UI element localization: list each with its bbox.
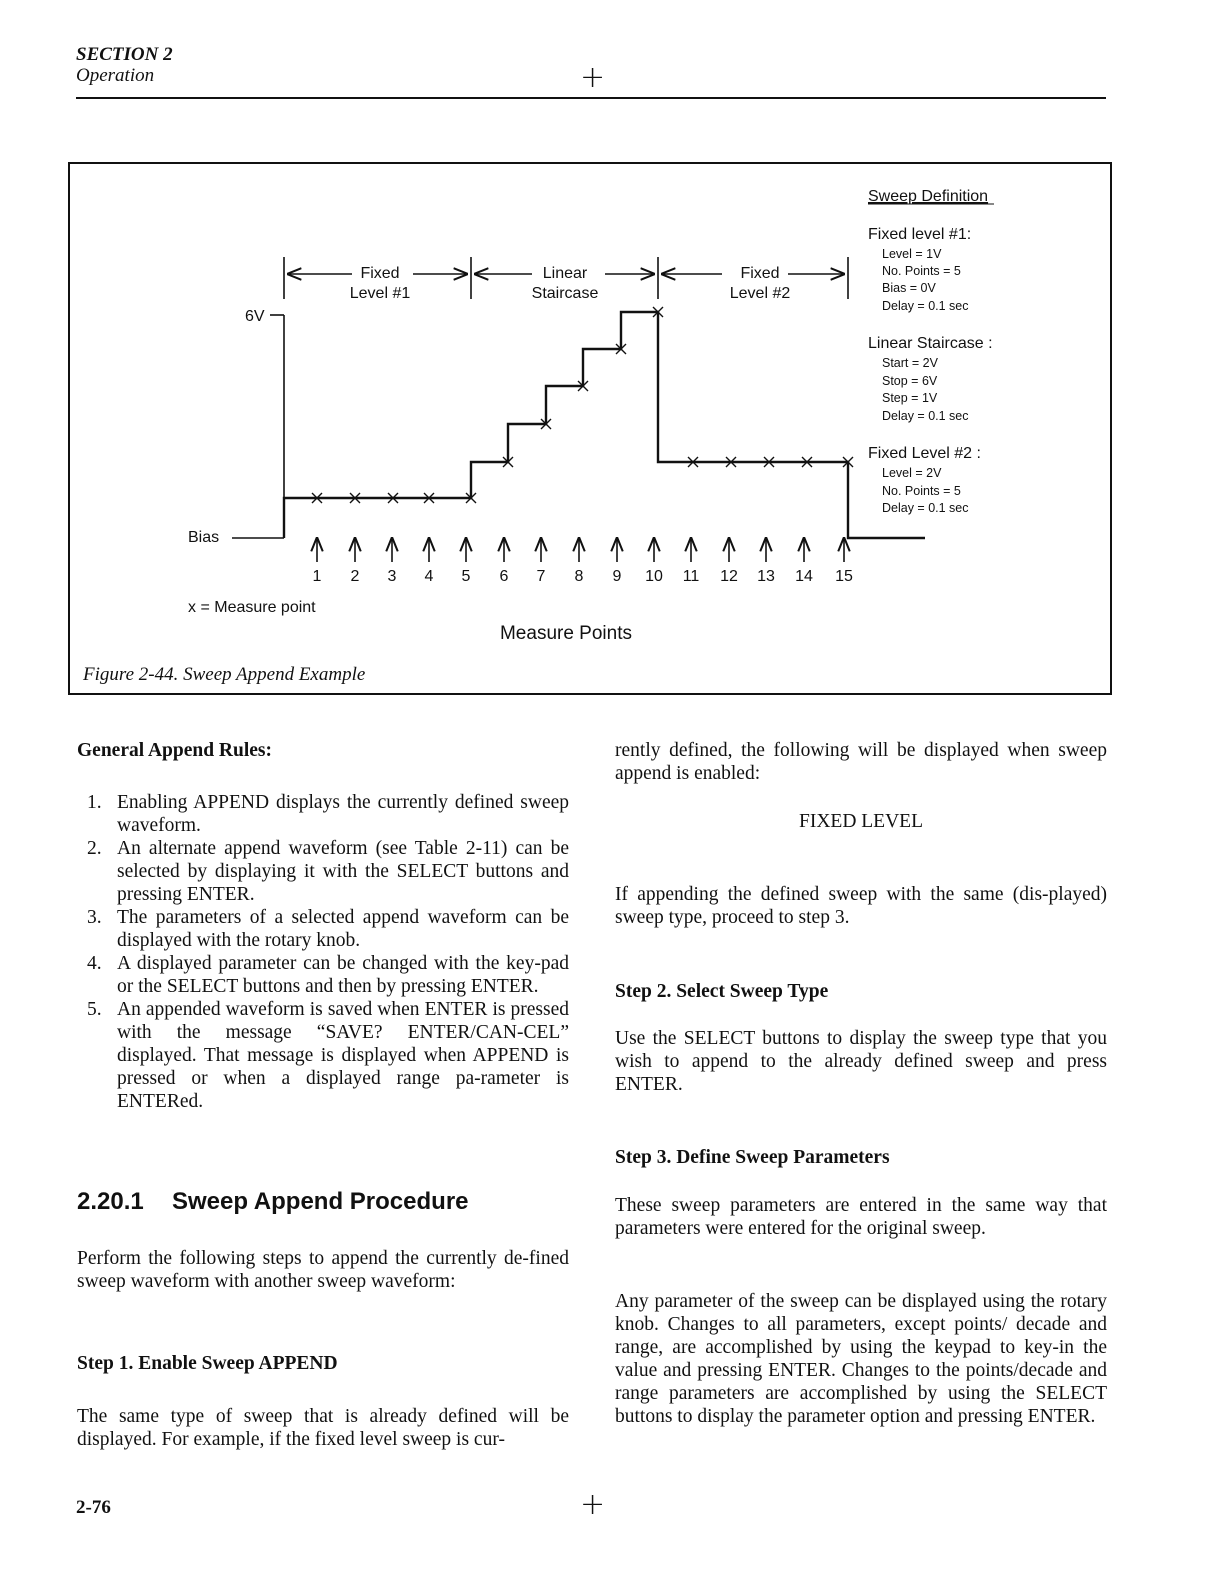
- level-6v-label: 6V: [245, 308, 265, 325]
- list-item: [77, 952, 569, 998]
- append-rules-list: [77, 791, 569, 1113]
- fixed1-def-title: Fixed level #1:: [868, 226, 972, 243]
- section-number: 2.20.1: [77, 1188, 144, 1215]
- linear-def-line: Start = 2V: [882, 356, 938, 370]
- legend-measure-point: x = Measure point: [188, 599, 316, 616]
- page-number: 2-76: [76, 1497, 111, 1518]
- fixed2-label-line1: Fixed: [740, 265, 780, 282]
- list-item: [77, 791, 569, 837]
- rule-text: A displayed parameter can be changed with the key-pad or the SELECT buttons and then by pressing ENTER.: [117, 953, 569, 997]
- list-item: [77, 837, 569, 906]
- fixed2-def-line: Delay = 0.1 sec: [882, 501, 969, 515]
- linear-def-line: Stop = 6V: [882, 374, 938, 388]
- fixed1-def-line: No. Points = 5: [882, 264, 961, 278]
- section-label: SECTION 2: [76, 44, 173, 65]
- step2-heading: Step 2. Select Sweep Type: [615, 981, 829, 1002]
- point-number: 11: [682, 568, 700, 585]
- rule-number: 3.: [87, 907, 102, 928]
- rules-heading: General Append Rules:: [77, 740, 273, 761]
- continued-text: rently defined, the following will be displayed when sweep append is enabled:: [615, 740, 1107, 784]
- linear-def-line: Step = 1V: [882, 391, 938, 405]
- point-number: 6: [499, 568, 509, 585]
- rule-text: An alternate append waveform (see Table 2-11) can be selected by displaying it with the SELECT buttons and pressing ENTER.: [117, 838, 569, 905]
- list-item: [77, 906, 569, 952]
- sweep-definition-panel: [868, 188, 994, 515]
- point-number: 12: [720, 568, 738, 585]
- linear-def-title: Linear Staircase :: [868, 335, 993, 352]
- linear-label-line2: Staircase: [531, 285, 599, 302]
- point-number: 8: [574, 568, 584, 585]
- registration-mark-bottom: +: [580, 1487, 606, 1522]
- rule-text: Enabling APPEND displays the currently defined sweep waveform.: [117, 792, 569, 836]
- point-number: 10: [645, 568, 663, 585]
- point-number: 2: [350, 568, 360, 585]
- rule-number: 4.: [87, 953, 102, 974]
- measure-marks: [312, 307, 853, 503]
- parameter-change-text: Any parameter of the sweep can be displayed using the rotary knob. Changes to all parameters, except points/ decade and range, are accomplished by using the keypad to key-in the value and pressing ENTER. Changes to the points/decade and range parameters are accomplished by using the SELECT buttons to display the parameter option and pressing ENTER.: [615, 1291, 1107, 1427]
- bias-label: Bias: [188, 529, 220, 546]
- linear-def-line: Delay = 0.1 sec: [882, 409, 969, 423]
- section-subtitle: Operation: [76, 65, 155, 86]
- fixed1-def-line: Bias = 0V: [882, 281, 936, 295]
- fixed2-label-line2: Level #2: [729, 285, 791, 302]
- fixed1-label-line2: Level #1: [349, 285, 411, 302]
- fixed2-def-line: Level = 2V: [882, 466, 942, 480]
- rule-number: 1.: [87, 792, 102, 813]
- point-number: 3: [387, 568, 397, 585]
- same-type-text: If appending the defined sweep with the same (dis-played) sweep type, proceed to step 3.: [615, 884, 1107, 928]
- fixed1-def-line: Delay = 0.1 sec: [882, 299, 969, 313]
- sweep-append-diagram: [68, 162, 1112, 695]
- step1-text: The same type of sweep that is already defined will be displayed. For example, if the fixed level sweep is cur-: [77, 1406, 569, 1450]
- step3-heading: Step 3. Define Sweep Parameters: [615, 1147, 890, 1168]
- procedure-intro: Perform the following steps to append the currently de-fined sweep waveform with another sweep waveform:: [77, 1248, 569, 1292]
- sweep-definition-title: Sweep Definition: [868, 188, 989, 205]
- step1-heading: Step 1. Enable Sweep APPEND: [77, 1353, 338, 1374]
- point-number: 4: [424, 568, 434, 585]
- section-title: Sweep Append Procedure: [172, 1188, 469, 1215]
- rule-number: 5.: [87, 999, 102, 1020]
- header-rule: [76, 97, 1106, 99]
- step3-text: These sweep parameters are entered in the same way that parameters were entered for the original sweep.: [615, 1195, 1107, 1239]
- sweep-waveform: [284, 312, 925, 538]
- fixed1-label-line1: Fixed: [360, 265, 400, 282]
- point-number: 7: [536, 568, 546, 585]
- measure-point-arrows: [317, 537, 844, 562]
- fixed1-def-line: Level = 1V: [882, 247, 942, 261]
- point-number: 1: [312, 568, 322, 585]
- rule-text: An appended waveform is saved when ENTER is pressed with the message “SAVE? ENTER/CAN-CEL” displayed. That message is displayed when APPEND is pressed or when a displayed range pa-rameter is ENTERed.: [117, 999, 569, 1112]
- registration-mark-top: +: [580, 60, 606, 95]
- axis-label-measure-points: Measure Points: [499, 623, 633, 644]
- point-number: 13: [757, 568, 775, 585]
- rule-text: The parameters of a selected append waveform can be displayed with the rotary knob.: [117, 907, 569, 951]
- step2-text: Use the SELECT buttons to display the sweep type that you wish to append to the already defined sweep and press ENTER.: [615, 1028, 1107, 1095]
- point-number: 9: [612, 568, 622, 585]
- point-number: 5: [461, 568, 471, 585]
- point-number: 15: [835, 568, 853, 585]
- display-readout: FIXED LEVEL: [798, 811, 924, 832]
- fixed2-def-title: Fixed Level #2 :: [868, 445, 981, 462]
- figure-caption: Figure 2-44. Sweep Append Example: [83, 664, 366, 685]
- list-item: [77, 998, 569, 1113]
- fixed2-def-line: No. Points = 5: [882, 484, 961, 498]
- rule-number: 2.: [87, 838, 102, 859]
- point-number: 14: [795, 568, 813, 585]
- linear-label-line1: Linear: [542, 265, 588, 282]
